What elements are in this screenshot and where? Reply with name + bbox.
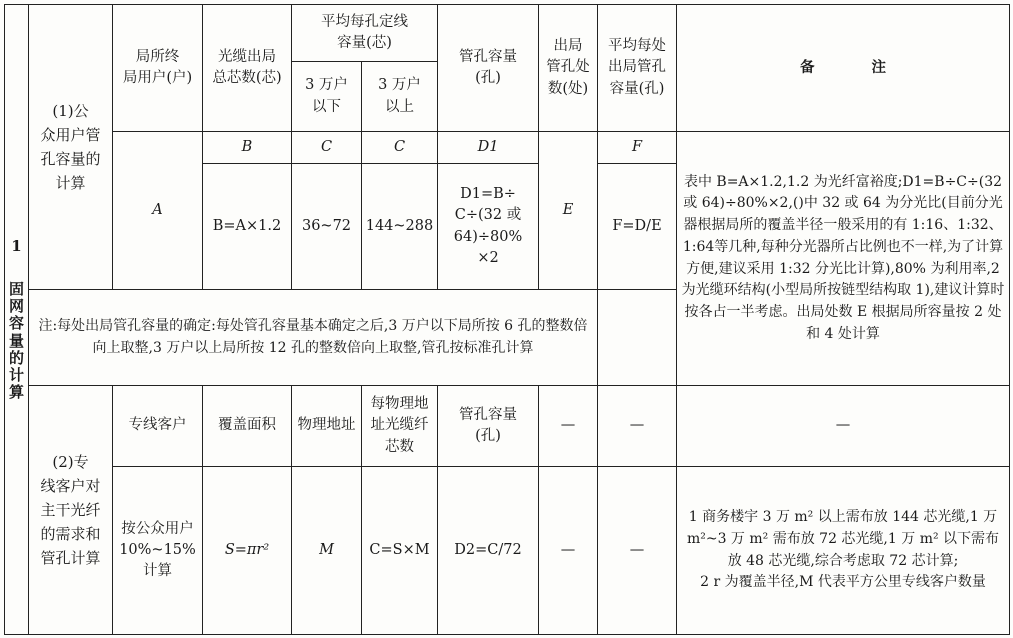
symbol-under: C (292, 132, 362, 164)
formula-cores: B=A×1.2 (203, 164, 292, 290)
header-percore: 每物理地 址光缆纤 芯数 (362, 386, 438, 467)
symbol-cores: B (203, 132, 292, 164)
section2-label: (2)专 线客户对 主干光纤 的需求和 管孔计算 (29, 386, 113, 635)
section2-remark-1: 1 商务楼宇 3 万 m² 以上需布放 144 芯光缆,1 万 m²~3 万 m² 需布放 72 芯光缆,1 万 m² 以下需布放 48 芯光缆,综合考虑取 72 芯计算; (686, 509, 1000, 569)
capacity-table (4, 4, 1010, 635)
symbol-users: A (113, 132, 203, 290)
header-exits: 出局 管孔处 数(处) (539, 5, 598, 132)
header-area: 覆盖面积 (203, 386, 292, 467)
dash-cell: — (539, 386, 598, 467)
dash-cell: — (677, 386, 1010, 467)
header-cores: 光缆出局 总芯数(芯) (203, 5, 292, 132)
formula-percore: C=S×M (362, 467, 438, 635)
formula-addr: M (292, 467, 362, 635)
section1-note: 注:每处出局管孔容量的确定:每处管孔容量基本确定之后,3 万户以下局所按 6 孔的整数倍向上取整,3 万户以上局所按 12 孔的整数倍向上取整,管孔按标准孔计算 (29, 290, 598, 386)
header-avg-core: 平均每孔定线 容量(芯) (292, 5, 438, 62)
header-over-30k: 3 万户 以上 (362, 62, 438, 132)
header-client: 专线客户 (113, 386, 203, 467)
header-remark: 备 注 (677, 5, 1010, 132)
header-duct-2: 管孔容量 (孔) (438, 386, 539, 467)
section1-remark: 表中 B=A×1.2,1.2 为光纤富裕度;D1=B÷C÷(32 或 64)÷80%×2,()中 32 或 64 为分光比(目前分光器根据局所的覆盖半径一般采用的有 1:16、1:32、1:64等几种,每种分光器所占比例也不一样,为了计算方便,建议采用 1:32 分光比计算),80% 为利用率,2 为光缆环结构(小型局所按链型结构取 1),建议计算时按各占一半考虑。出局处数 E 根据局所容量按 2 处和 4 处计算 (677, 132, 1010, 386)
header-users: 局所终 局用户(户) (113, 5, 203, 132)
group-index: 1 (11, 236, 22, 255)
section2-remark-2: 2 r 为覆盖半径,M 代表平方公里专线客户数量 (700, 574, 986, 591)
formula-avg-exit: F=D/E (598, 164, 677, 290)
symbol-over: C (362, 132, 438, 164)
header-avg-exit: 平均每处 出局管孔 容量(孔) (598, 5, 677, 132)
formula-area: S=πr² (203, 467, 292, 635)
symbol-exits: E (539, 132, 598, 290)
formula-duct-2: D2=C/72 (438, 467, 539, 635)
formula-client: 按公众用户 10%~15% 计算 (113, 467, 203, 635)
group-cell (5, 5, 29, 635)
header-duct: 管孔容量 (孔) (438, 5, 539, 132)
symbol-duct: D1 (438, 132, 539, 164)
dash-cell: — (598, 386, 677, 467)
dash-cell: — (539, 467, 598, 635)
header-under-30k: 3 万户 以下 (292, 62, 362, 132)
symbol-avg-exit: F (598, 132, 677, 164)
formula-under: 36~72 (292, 164, 362, 290)
section2-remark (677, 467, 1010, 635)
group-label: 固网容量的计算 (8, 279, 24, 402)
formula-duct: D1=B÷ C÷(32 或 64)÷80% ×2 (438, 164, 539, 290)
dash-cell: — (598, 467, 677, 635)
formula-over: 144~288 (362, 164, 438, 290)
header-addr: 物理地址 (292, 386, 362, 467)
section1-label: (1)公 众用户管 孔容量的 计算 (29, 5, 113, 290)
